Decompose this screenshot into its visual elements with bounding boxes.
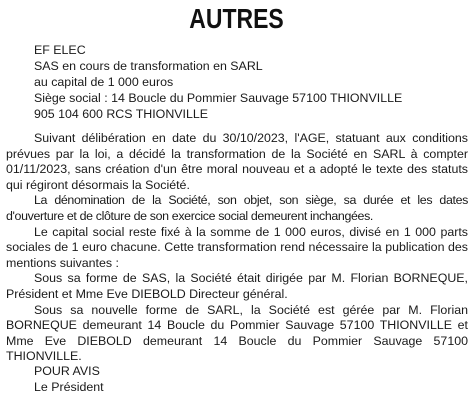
signoff-block: [34, 364, 104, 395]
company-header: [34, 42, 454, 122]
pour-avis: POUR AVIS: [34, 364, 100, 378]
notice-body: [6, 131, 468, 365]
company-address: Siège social : 14 Boucle du Pommier Sauvage 57100 THIONVILLE: [34, 91, 403, 105]
paragraph-sarl-management: Sous sa nouvelle forme de SARL, la Société est gérée par M. Florian BORNEQUE demeurant 14 Boucle du Pommier Sauvage 57100 THIONVILLE et Mme Eve DIEBOLD demeurant 14 Boucle du Pommier Sauvage 57100 THIONVILLE.: [6, 302, 468, 364]
company-form: SAS en cours de transformation en SARL: [34, 59, 263, 73]
paragraph-deliberation: Suivant délibération en date du 30/10/2023, l'AGE, statuant aux conditions prévues par la loi, a décidé la transformation de la Société en SARL à compter 01/11/2023, sans création d'un être moral nouveau et a adopté le texte des statuts qui régiront désormais la Société.: [6, 131, 468, 192]
paragraph-capital: Le capital social reste fixé à la somme de 1 000 euros, divisé en 1 000 parts sociales de 1 euro chacune. Cette transformation rend nécessaire la publication des mentions suivantes :: [6, 224, 468, 270]
paragraph-sas-management: Sous sa forme de SAS, la Société était dirigée par M. Florian BORNEQUE, Président et Mme Eve DIEBOLD Directeur général.: [6, 271, 468, 301]
company-name: EF ELEC: [34, 43, 86, 57]
section-title: AUTRES: [189, 3, 284, 34]
signatory: Le Président: [34, 379, 104, 394]
company-capital: au capital de 1 000 euros: [34, 75, 174, 89]
company-rcs: 905 104 600 RCS THIONVILLE: [34, 107, 209, 121]
paragraph-unchanged: La dénomination de la Société, son objet, son siège, sa durée et les dates d'ouverture et de clôture de son exercice social demeurent inchangées.: [6, 193, 468, 223]
